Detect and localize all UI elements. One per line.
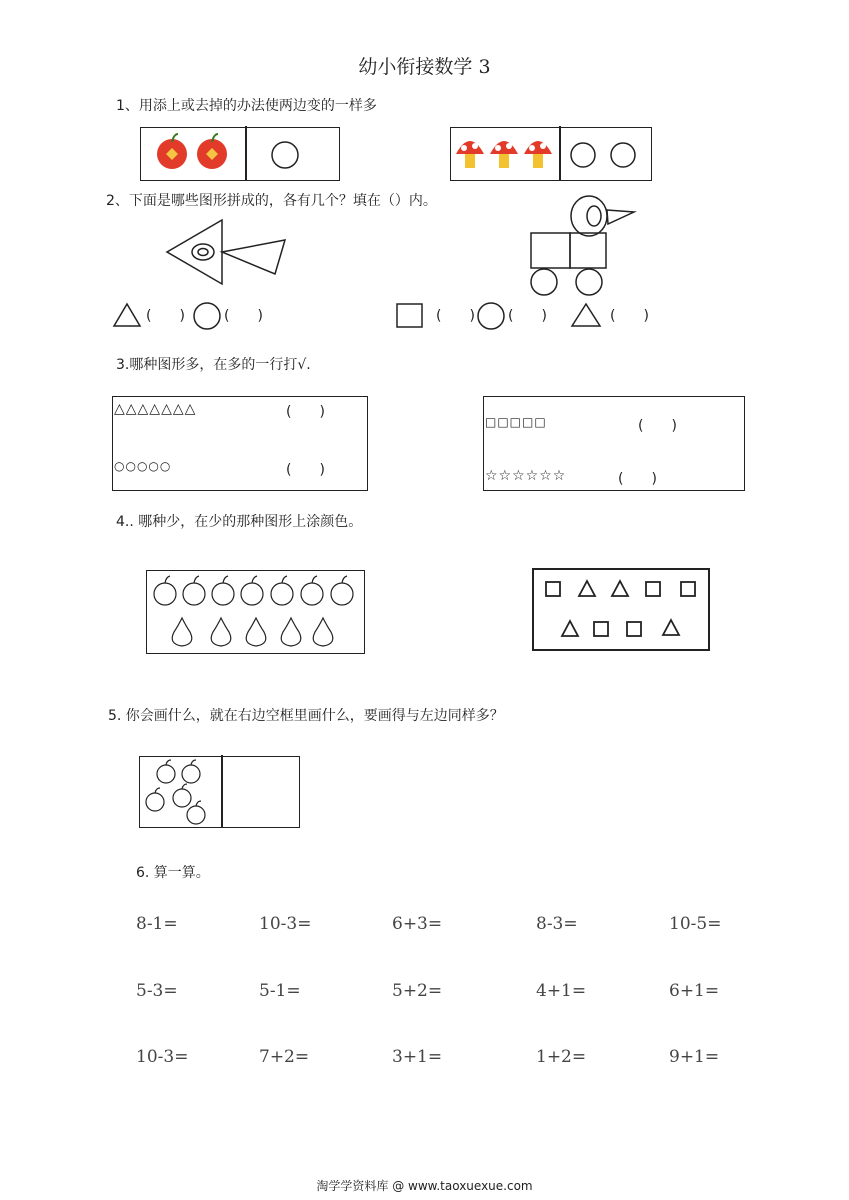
equation: 1+2= <box>536 1047 587 1067</box>
equation: 8-1= <box>136 914 178 934</box>
q2-answer-circle-right[interactable]: ( ) <box>508 308 547 324</box>
q4-shapes-figure <box>532 568 710 651</box>
apple-icon <box>183 576 205 605</box>
triangle-icon <box>112 302 142 328</box>
apple-icon <box>157 134 187 169</box>
equation: 7+2= <box>259 1047 310 1067</box>
square-icon <box>396 303 424 329</box>
equation: 6+3= <box>392 914 443 934</box>
q2-answer-triangle-left[interactable]: ( ) <box>146 308 185 324</box>
q5-drawing-area[interactable] <box>222 758 298 826</box>
apple-icon <box>241 576 263 605</box>
equation: 10-3= <box>259 914 312 934</box>
square-icon <box>627 622 641 636</box>
equation: 5-1= <box>259 981 301 1001</box>
equation: 5+2= <box>392 981 443 1001</box>
apple-icon <box>187 801 205 824</box>
question-1-text: 1、用添上或去掉的办法使两边变的一样多 <box>116 98 377 114</box>
square-icon <box>646 582 660 596</box>
equation: 4+1= <box>536 981 587 1001</box>
equation: 3+1= <box>392 1047 443 1067</box>
pear-icon <box>211 618 231 646</box>
question-2-text: 2、下面是哪些图形拼成的，各有几个？填在（）内。 <box>106 193 437 209</box>
equation: 10-3= <box>136 1047 189 1067</box>
square-icon <box>546 582 560 596</box>
equation: 10-5= <box>669 914 722 934</box>
apple-icon <box>154 576 176 605</box>
circle-icon <box>192 301 222 331</box>
apple-icon <box>331 576 353 605</box>
circle-icon <box>476 301 506 331</box>
triangle-icon <box>570 302 602 328</box>
mushroom-icon <box>456 141 484 168</box>
q3-circle-row: ○○○○○ <box>114 459 172 473</box>
q3-answer-left-1[interactable]: ( ) <box>286 404 325 420</box>
triangle-icon <box>612 581 628 596</box>
q1-apple-icons <box>150 132 240 176</box>
square-icon <box>681 582 695 596</box>
question-6-text: 6. 算一算。 <box>136 865 210 881</box>
q3-square-row: □□□□□ <box>485 415 547 429</box>
pear-icon <box>281 618 301 646</box>
q2-answer-square-right[interactable]: ( ) <box>436 308 475 324</box>
q2-bird-figure <box>528 194 638 298</box>
footer-watermark: 淘学学资料库 @ www.taoxuexue.com <box>316 1179 533 1193</box>
equation: 5-3= <box>136 981 178 1001</box>
apple-icon <box>182 760 200 783</box>
pear-icon <box>313 618 333 646</box>
q3-answer-right-2[interactable]: ( ) <box>618 471 657 487</box>
q2-fish-figure <box>165 218 295 288</box>
triangle-icon <box>579 581 595 596</box>
q1-circle-icon <box>270 140 300 170</box>
apple-icon <box>146 788 164 811</box>
q5-apples-figure <box>139 756 219 828</box>
q1-circle-icons <box>568 140 640 170</box>
pear-icon <box>172 618 192 646</box>
equation: 8-3= <box>536 914 578 934</box>
q3-answer-right-1[interactable]: ( ) <box>638 418 677 434</box>
question-3-text: 3.哪种图形多，在多的一行打√. <box>116 357 311 373</box>
pear-icon <box>246 618 266 646</box>
q2-answer-triangle-right[interactable]: ( ) <box>610 308 649 324</box>
apple-icon <box>301 576 323 605</box>
q2-answer-circle-left[interactable]: ( ) <box>224 308 263 324</box>
equation: 9+1= <box>669 1047 720 1067</box>
triangle-icon <box>663 620 679 635</box>
apple-icon <box>173 784 191 807</box>
mushroom-icon <box>490 141 518 168</box>
square-icon <box>594 622 608 636</box>
circle-icon <box>611 143 635 167</box>
q3-star-row: ☆☆☆☆☆☆ <box>485 468 567 484</box>
q4-fruit-figure <box>146 570 365 654</box>
mushroom-icon <box>524 141 552 168</box>
apple-icon <box>271 576 293 605</box>
page-title: 幼小衔接数学 3 <box>358 56 491 78</box>
question-5-text: 5. 你会画什么，就在右边空框里画什么，要画得与左边同样多？ <box>108 708 504 724</box>
apple-icon <box>157 760 175 783</box>
apple-icon <box>212 576 234 605</box>
question-4-text: 4.. 哪种少，在少的那种图形上涂颜色。 <box>116 514 363 530</box>
circle-icon <box>571 143 595 167</box>
equation: 6+1= <box>669 981 720 1001</box>
apple-icon <box>197 134 227 169</box>
triangle-icon <box>562 621 578 636</box>
q3-answer-left-2[interactable]: ( ) <box>286 462 325 478</box>
q3-triangle-row: △△△△△△△ <box>114 401 197 417</box>
q1-mushroom-icons <box>454 132 558 176</box>
